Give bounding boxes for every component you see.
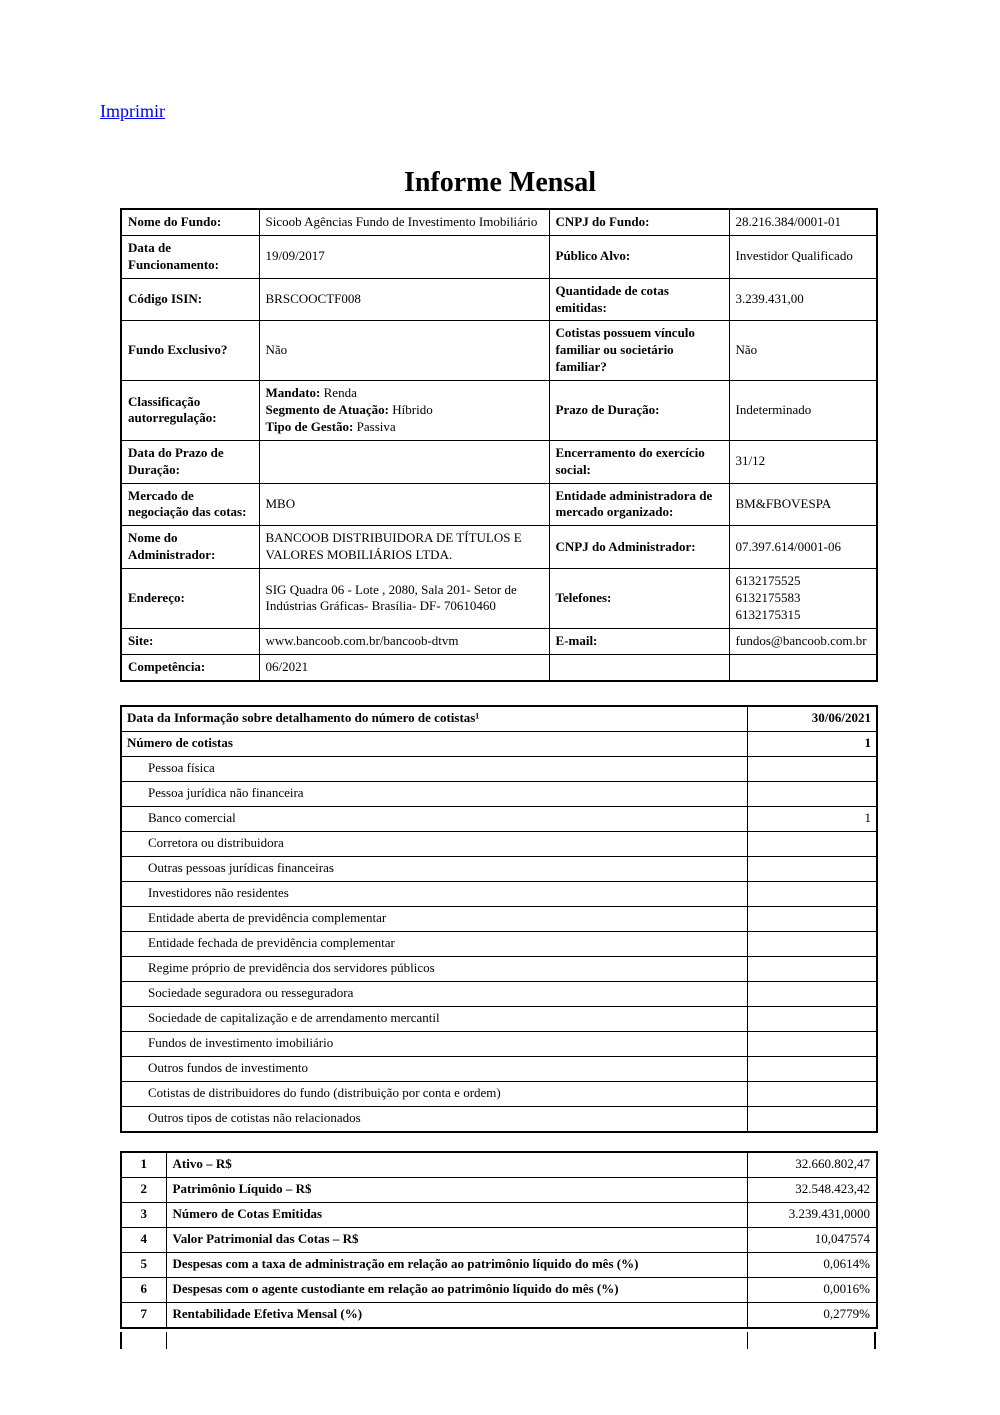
fund-info-label-2: Encerramento do exercício social:: [549, 440, 729, 483]
cell-part-label: Tipo de Gestão:: [265, 418, 354, 434]
cell-part-label: Mandato:: [265, 385, 321, 401]
fund-info-value-2: 3.239.431,00: [729, 278, 877, 321]
fund-info-label-2: CNPJ do Fundo:: [549, 209, 729, 235]
fund-info-label-1: Data do Prazo de Duração:: [121, 440, 259, 483]
cell-part-label: Segmento de Atuação:: [265, 402, 389, 418]
metric-value: 0,0614%: [747, 1252, 877, 1277]
fund-info-row: [121, 278, 877, 321]
cotistas-item-row: [121, 881, 877, 906]
cotistas-item-row: [121, 981, 877, 1006]
fund-info-value-1: Não: [259, 321, 549, 381]
cotistas-total-value: 1: [747, 731, 877, 756]
fund-info-value-2: BM&FBOVESPA: [729, 483, 877, 526]
cotistas-item-label: Pessoa física: [121, 756, 747, 781]
metric-row: [121, 1177, 877, 1202]
cotistas-item-value: [747, 756, 877, 781]
fund-info-row: [121, 440, 877, 483]
metric-number: 4: [121, 1227, 166, 1252]
cut-off-cell-number: [122, 1332, 167, 1349]
metric-value: 32.660.802,47: [747, 1152, 877, 1178]
metric-number: 6: [121, 1277, 166, 1302]
fund-info-value-1: BRSCOOCTF008: [259, 278, 549, 321]
fund-info-value-2: Não: [729, 321, 877, 381]
fund-info-label-2: [549, 654, 729, 680]
fund-info-value-2: Investidor Qualificado: [729, 235, 877, 278]
fund-info-row: [121, 628, 877, 654]
fund-info-value-1: 06/2021: [259, 654, 549, 680]
fund-info-value-1: BANCOOB DISTRIBUIDORA DE TÍTULOS E VALORES MOBILIÁRIOS LTDA.: [259, 526, 549, 569]
fund-info-label-1: Código ISIN:: [121, 278, 259, 321]
fund-info-label-1: Data de Funcionamento:: [121, 235, 259, 278]
fund-info-value-2: Indeterminado: [729, 381, 877, 441]
metric-row: [121, 1302, 877, 1328]
cut-off-cell-value: [748, 1332, 874, 1349]
cotistas-item-row: [121, 1081, 877, 1106]
fund-info-label-2: E-mail:: [549, 628, 729, 654]
report-content: [120, 208, 876, 1349]
cotistas-item-label: Outras pessoas jurídicas financeiras: [121, 856, 747, 881]
fund-info-table: [120, 208, 878, 682]
cotistas-item-row: [121, 1106, 877, 1132]
print-link[interactable]: Imprimir: [100, 101, 165, 121]
fund-info-label-1: Nome do Administrador:: [121, 526, 259, 569]
metric-value: 10,047574: [747, 1227, 877, 1252]
metric-value: 32.548.423,42: [747, 1177, 877, 1202]
cotistas-item-row: [121, 931, 877, 956]
fund-info-label-1: Endereço:: [121, 569, 259, 629]
fund-info-label-1: Mercado de negociação das cotas:: [121, 483, 259, 526]
cotistas-item-row: [121, 1031, 877, 1056]
metric-label: Patrimônio Líquido – R$: [166, 1177, 747, 1202]
metric-number: 5: [121, 1252, 166, 1277]
cotistas-item-row: [121, 906, 877, 931]
cotistas-header-label: Data da Informação sobre detalhamento do número de cotistas¹: [121, 706, 747, 732]
cotistas-item-value: [747, 881, 877, 906]
fund-info-value-2: 07.397.614/0001-06: [729, 526, 877, 569]
cotistas-item-value: [747, 781, 877, 806]
fund-info-row: [121, 526, 877, 569]
metric-label: Rentabilidade Efetiva Mensal (%): [166, 1302, 747, 1328]
metric-number: 7: [121, 1302, 166, 1328]
cotistas-detail-table: [120, 705, 878, 1133]
fund-info-value-2: [729, 654, 877, 680]
cotistas-item-label: Outros tipos de cotistas não relacionados: [121, 1106, 747, 1132]
fund-info-table-body: [121, 209, 877, 681]
fund-info-value-1: MBO: [259, 483, 549, 526]
cotistas-header-date: 30/06/2021: [747, 706, 877, 732]
fund-info-value-1: Sicoob Agências Fundo de Investimento Imobiliário: [259, 209, 549, 235]
fund-info-value-1: 19/09/2017: [259, 235, 549, 278]
cotistas-item-label: Sociedade seguradora ou resseguradora: [121, 981, 747, 1006]
cotistas-item-label: Outros fundos de investimento: [121, 1056, 747, 1081]
cotistas-item-label: Banco comercial: [121, 806, 747, 831]
metric-value: 0,0016%: [747, 1277, 877, 1302]
page-title: Informe Mensal: [403, 166, 597, 198]
metric-number: 2: [121, 1177, 166, 1202]
metric-value: 0,2779%: [747, 1302, 877, 1328]
fund-info-row: [121, 569, 877, 629]
metric-number: 3: [121, 1202, 166, 1227]
cotistas-item-label: Regime próprio de previdência dos servidores públicos: [121, 956, 747, 981]
fund-info-label-1: Nome do Fundo:: [121, 209, 259, 235]
metric-row: [121, 1252, 877, 1277]
cut-off-cell-label: [167, 1332, 748, 1349]
fund-info-value-1: SIG Quadra 06 - Lote , 2080, Sala 201- Setor de Indústrias Gráficas- Brasília- DF- 70610460: [259, 569, 549, 629]
cotistas-total-row: [121, 731, 877, 756]
fund-info-value-1: [259, 440, 549, 483]
metric-value: 3.239.431,0000: [747, 1202, 877, 1227]
cotistas-item-label: Entidade fechada de previdência complementar: [121, 931, 747, 956]
fund-info-label-1: Fundo Exclusivo?: [121, 321, 259, 381]
cotistas-item-value: [747, 981, 877, 1006]
fund-info-row: [121, 321, 877, 381]
cotistas-item-row: [121, 756, 877, 781]
fund-metrics-table-body: [121, 1152, 877, 1328]
cotistas-header-row: [121, 706, 877, 732]
cotistas-item-value: 1: [747, 806, 877, 831]
cotistas-detail-table-body: [121, 706, 877, 1132]
metric-row: [121, 1152, 877, 1178]
fund-info-label-1: Competência:: [121, 654, 259, 680]
cotistas-item-row: [121, 1006, 877, 1031]
cut-off-table-row: [120, 1332, 876, 1349]
cotistas-item-label: Sociedade de capitalização e de arrendamento mercantil: [121, 1006, 747, 1031]
cotistas-item-value: [747, 1006, 877, 1031]
fund-metrics-table: [120, 1151, 878, 1329]
fund-info-value-2: 31/12: [729, 440, 877, 483]
metric-label: Ativo – R$: [166, 1152, 747, 1178]
cotistas-item-row: [121, 781, 877, 806]
cotistas-item-value: [747, 956, 877, 981]
fund-info-label-2: Público Alvo:: [549, 235, 729, 278]
fund-info-row: [121, 654, 877, 680]
metric-number: 1: [121, 1152, 166, 1178]
metric-row: [121, 1227, 877, 1252]
metric-label: Despesas com a taxa de administração em relação ao patrimônio líquido do mês (%): [166, 1252, 747, 1277]
cotistas-item-label: Fundos de investimento imobiliário: [121, 1031, 747, 1056]
fund-info-label-2: CNPJ do Administrador:: [549, 526, 729, 569]
cotistas-item-label: Investidores não residentes: [121, 881, 747, 906]
fund-info-label-1: Classificação autorregulação:: [121, 381, 259, 441]
fund-info-row: [121, 235, 877, 278]
fund-info-label-2: Quantidade de cotas emitidas:: [549, 278, 729, 321]
fund-info-row: [121, 381, 877, 441]
metric-label: Número de Cotas Emitidas: [166, 1202, 747, 1227]
fund-info-label-2: Telefones:: [549, 569, 729, 629]
cotistas-item-row: [121, 831, 877, 856]
fund-info-row: [121, 209, 877, 235]
cotistas-item-value: [747, 1031, 877, 1056]
fund-info-value-1: Mandato: Renda Segmento de Atuação: Híbrido Tipo de Gestão: Passiva: [259, 381, 549, 441]
cotistas-item-row: [121, 956, 877, 981]
cotistas-item-value: [747, 1106, 877, 1132]
cotistas-item-value: [747, 856, 877, 881]
fund-info-value-2: fundos@bancoob.com.br: [729, 628, 877, 654]
cotistas-item-value: [747, 1056, 877, 1081]
fund-info-value-2: 28.216.384/0001-01: [729, 209, 877, 235]
fund-info-label-2: Cotistas possuem vínculo familiar ou societário familiar?: [549, 321, 729, 381]
cotistas-item-row: [121, 1056, 877, 1081]
cotistas-item-value: [747, 906, 877, 931]
fund-info-value-1: www.bancoob.com.br/bancoob-dtvm: [259, 628, 549, 654]
cotistas-item-value: [747, 931, 877, 956]
metric-row: [121, 1202, 877, 1227]
fund-info-label-2: Entidade administradora de mercado organizado:: [549, 483, 729, 526]
cotistas-item-label: Pessoa jurídica não financeira: [121, 781, 747, 806]
fund-info-label-2: Prazo de Duração:: [549, 381, 729, 441]
fund-info-row: [121, 483, 877, 526]
fund-info-label-1: Site:: [121, 628, 259, 654]
metric-row: [121, 1277, 877, 1302]
fund-info-value-2: 6132175525 6132175583 6132175315: [729, 569, 877, 629]
metric-label: Despesas com o agente custodiante em relação ao patrimônio líquido do mês (%): [166, 1277, 747, 1302]
cotistas-item-row: [121, 806, 877, 831]
cotistas-item-label: Entidade aberta de previdência complementar: [121, 906, 747, 931]
cotistas-total-label: Número de cotistas: [121, 731, 747, 756]
cotistas-item-row: [121, 856, 877, 881]
cotistas-item-label: Corretora ou distribuidora: [121, 831, 747, 856]
cotistas-item-value: [747, 831, 877, 856]
metric-label: Valor Patrimonial das Cotas – R$: [166, 1227, 747, 1252]
cotistas-item-label: Cotistas de distribuidores do fundo (distribuição por conta e ordem): [121, 1081, 747, 1106]
cotistas-item-value: [747, 1081, 877, 1106]
